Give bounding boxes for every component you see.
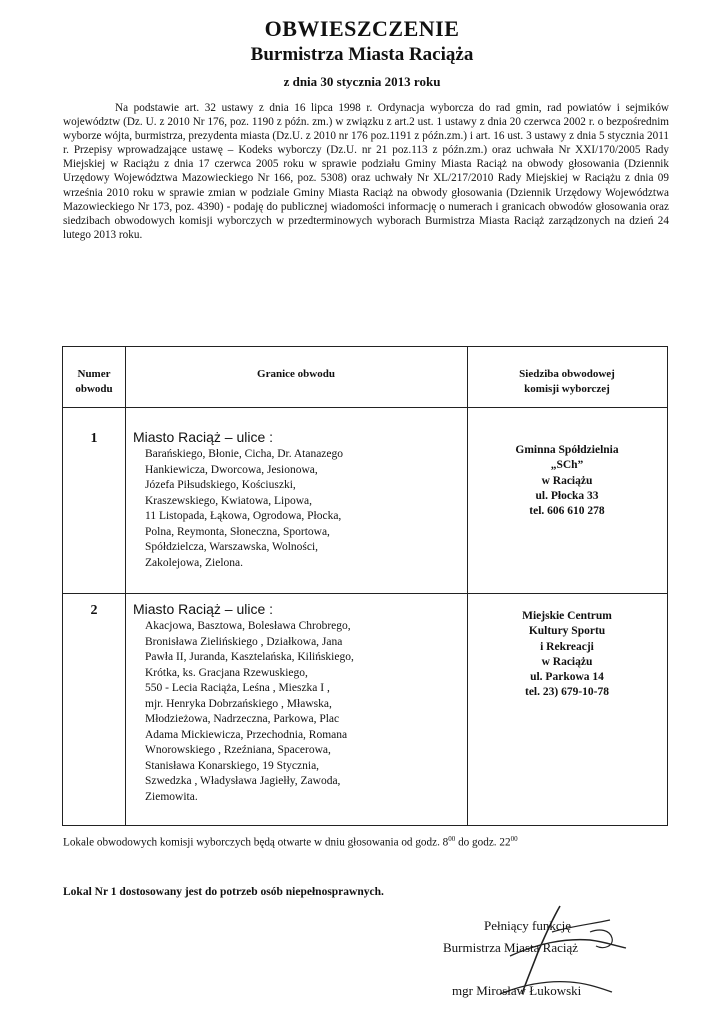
polling-hours-mid: do godz. 22: [455, 836, 511, 849]
district-area: Miasto Raciąż – ulice :: [133, 601, 274, 617]
polling-hours: [63, 832, 669, 850]
seat-line: Kultury Sportu: [528, 625, 606, 638]
seat-line: w Raciążu: [541, 474, 593, 487]
polling-hours-from-minutes: 00: [448, 835, 456, 843]
header-number: [63, 367, 125, 397]
street-line: 11 Listopada, Łąkowa, Ogrodowa, Płocka,: [145, 510, 342, 522]
street-line: Pawła II, Juranda, Kasztelańska, Kilińskiego,: [145, 651, 354, 663]
street-line: Adama Mickiewicza, Przechodnia, Romana: [145, 728, 348, 741]
accessibility-note: Lokal Nr 1 dostosowany jest do potrzeb osób niepełnosprawnych.: [63, 886, 384, 898]
district-streets: [145, 447, 343, 571]
district-seat: [467, 609, 667, 701]
district-seat: [467, 443, 667, 519]
district-number: 2: [90, 603, 98, 618]
header-bounds: Granice obwodu: [257, 368, 335, 380]
street-line: Spółdzielcza, Warszawska, Wolności,: [145, 541, 319, 553]
street-line: Stanisława Konarskiego, 19 Stycznia,: [145, 759, 320, 772]
seat-line: ul. Parkowa 14: [530, 671, 604, 684]
intro-paragraph: [63, 101, 669, 242]
seat-line: tel. 606 610 278: [529, 505, 605, 518]
seat-line: Gminna Spółdzielnia: [515, 444, 619, 456]
street-line: Barańskiego, Błonie, Cicha, Dr. Atanazego: [145, 448, 344, 460]
street-line: Ziemowita.: [145, 790, 198, 803]
seat-line: i Rekreacji: [540, 640, 594, 653]
header-seat: [467, 367, 667, 397]
document-subtitle: Burmistrza Miasta Raciąża: [250, 44, 474, 65]
districts-table: [62, 346, 668, 826]
street-line: Krótka, ks. Gracjana Rzewuskiego,: [145, 666, 308, 679]
street-line: Bronisława Zielińskiego , Działkowa, Jana: [145, 635, 343, 648]
header-number-line2: obwodu: [75, 383, 113, 395]
table-divider: [125, 347, 126, 825]
street-line: mjr. Henryka Dobrzańskiego , Mławska,: [145, 697, 332, 710]
seat-line: tel. 23) 679-10-78: [525, 686, 609, 699]
street-line: Polna, Reymonta, Słoneczna, Sportowa,: [145, 525, 330, 538]
street-line: Wnorowskiego , Rzeźniana, Spacerowa,: [145, 744, 331, 756]
polling-hours-text: Lokale obwodowych komisji wyborczych będą otwarte w dniu głosowania od godz. 8: [63, 836, 449, 849]
street-line: Szwedzka , Władysława Jagiełły, Zawoda,: [145, 775, 341, 787]
street-line: Józefa Piłsudskiego, Kościuszki,: [145, 479, 296, 491]
intro-text: Na podstawie art. 32 ustawy z dnia 16 lipca 1998 r. Ordynacja wyborcza do rad gmin, rad powiatów i sejmików województw (Dz. U. z 2010 Nr 176, poz. 1190 z późn. zm.) w związku z art.2 ust. 1 ustawy z dnia 20 czerwca 2002 r. o bezpośrednim wyborze wójta, burmistrza, prezydenta miasta (Dz.U. z 2010 nr 176 poz.1191 z późn.zm.) i art. 16 ust. 3 ustawy z dnia 5 stycznia 2011 r. Przepisy wprowadzające ustawę – Kodeks wyborczy (Dz.U. nr 21 poz.113 z późn.zm.) oraz uchwała Nr XXI/170/2005 Rady Miejskiej w Raciążu z dnia 17 czerwca 2005 roku w sprawie podziału Gminy Miasta Raciąż na obwody głosowania (Dziennik Urzędowy Województwa Mazowieckiego Nr 166, poz. 5308) oraz uchwały Nr XL/217/2010 Rady Miejskiej w Raciążu z dnia 09 września 2010 roku w sprawie zmian w podziale Gminy Miasta Raciąż na obwody głosowania (Dziennik Urzędowy Województwa Mazowieckiego Nr 173, poz. 4390) - podaję do publicznej wiadomości informację o numerach i granicach obwodów głosowania oraz siedzibach obwodowych komisji wyborczych w przedterminowych wyborach Burmistrza Miasta Raciąż zarządzonych na dzień 24 lutego 2013 roku.: [63, 102, 669, 241]
table-divider: [63, 593, 667, 594]
seat-line: ul. Płocka 33: [535, 489, 599, 502]
street-line: Hankiewicza, Dworcowa, Jesionowa,: [145, 463, 318, 476]
seat-line: „SCh”: [550, 459, 584, 472]
polling-hours-to-minutes: 00: [510, 835, 518, 843]
street-line: Młodzieżowa, Nadrzeczna, Parkowa, Plac: [145, 713, 340, 725]
header-seat-line1: Siedziba obwodowej: [519, 368, 615, 380]
signature-office: Burmistrza Miasta Raciąż: [443, 940, 579, 955]
district-area: Miasto Raciąż – ulice :: [133, 429, 274, 445]
street-line: 550 - Lecia Raciąża, Leśna , Mieszka I ,: [145, 682, 330, 694]
table-divider: [63, 407, 667, 408]
header-seat-line2: komisji wyborczej: [524, 383, 610, 395]
table-divider: [467, 347, 468, 825]
document-date: z dnia 30 stycznia 2013 roku: [283, 74, 441, 89]
street-line: Kraszewskiego, Kwiatowa, Lipowa,: [145, 494, 313, 507]
seat-line: w Raciążu: [541, 655, 593, 668]
district-streets: [145, 619, 354, 805]
document-title: OBWIESZCZENIE: [264, 16, 460, 41]
street-line: Zakolejowa, Zielona.: [145, 556, 244, 569]
district-number: 1: [90, 431, 98, 446]
street-line: Akacjowa, Basztowa, Bolesława Chrobrego,: [145, 620, 351, 632]
header-number-line1: Numer: [77, 368, 111, 380]
signature-name: mgr Mirosław Łukowski: [452, 983, 582, 998]
signature-role: Pełniący funkcję: [484, 918, 571, 933]
seat-line: Miejskie Centrum: [522, 610, 612, 622]
